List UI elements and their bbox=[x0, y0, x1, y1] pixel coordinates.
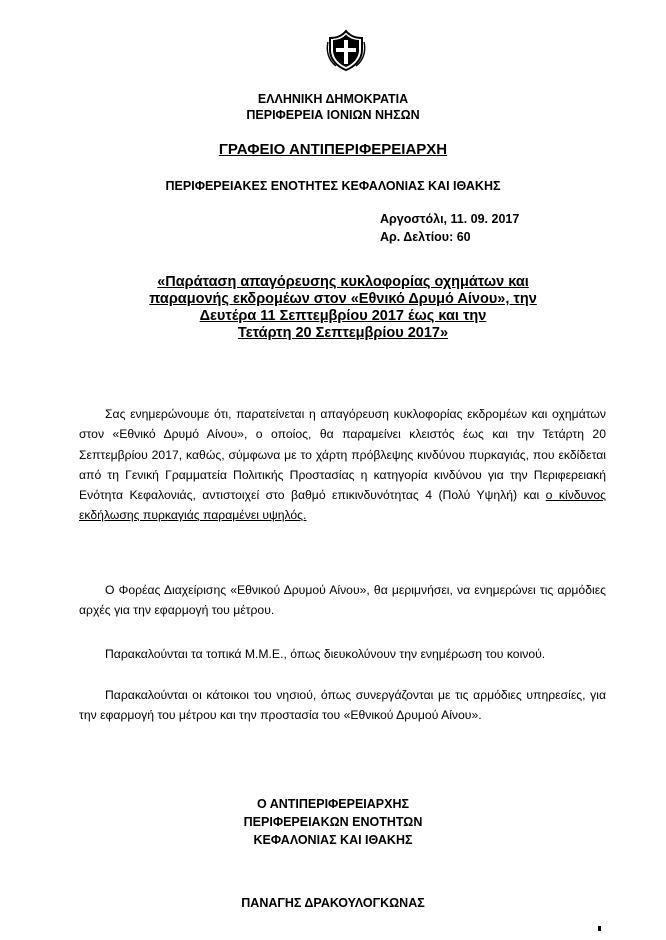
signature-title: Ο ΑΝΤΙΠΕΡΙΦΕΡΕΙΑΡΧΗΣ bbox=[256, 797, 410, 811]
signatory-name: ΠΑΝΑΓΗΣ ΔΡΑΚΟΥΛΟΓΚΩΝΑΣ bbox=[241, 896, 425, 910]
subject-line: «Παράταση απαγόρευσης κυκλοφορίας οχημάτων και bbox=[157, 274, 529, 290]
republic-heading: ΕΛΛΗΝΙΚΗ ΔΗΜΟΚΡΑΤΙΑ bbox=[257, 92, 409, 106]
paragraph-3: Παρακαλούνται τα τοπικά Μ.Μ.Ε., όπως διευκολύνουν την ενημέρωση του κοινού. bbox=[105, 647, 546, 661]
region-heading: ΠΕΡΙΦΕΡΕΙΑ ΙΟΝΙΩΝ ΝΗΣΩΝ bbox=[246, 108, 420, 122]
paragraph-1-text: Σας ενημερώνουμε ότι, παρατείνεται η απαγόρευση κυκλοφορίας εκδρομέων και οχημάτων στον «Εθνικό Δρυμό Αίνου», ο οποίος, θα παραμείνει κλειστός έως και την Τετάρτη 20 Σεπτεμβρίου 2017, καθώς, σύμφωνα με το χάρτη πρόβλεψης κινδύνου πυρκαγιάς, που εκδίδεται από τη Γενική Γραμματεία Πολιτικής Προστασίας η κατηγορία κινδύνου για την Περιφερειακή Ενότητα Κεφαλονιάς, αντιστοιχεί στο βαθμό επικινδυνότητας 4 (Πολύ Υψηλή) και bbox=[79, 407, 606, 503]
bulletin-number: Αρ. Δελτίου: 60 bbox=[380, 230, 471, 244]
subject-line: Τετάρτη 20 Σεπτεμβρίου 2017» bbox=[237, 325, 449, 341]
greek-emblem-icon bbox=[326, 28, 366, 72]
signature-block bbox=[0, 795, 666, 849]
signature-title: ΠΕΡΙΦΕΡΕΙΑΚΩΝ ΕΝΟΤΗΤΩΝ bbox=[243, 815, 423, 829]
page-mark bbox=[598, 926, 601, 931]
subject-line: Δευτέρα 11 Σεπτεμβρίου 2017 έως και την bbox=[199, 308, 487, 324]
paragraph-1 bbox=[79, 404, 606, 526]
date-line: Αργοστόλι, 11. 09. 2017 bbox=[380, 212, 520, 226]
subject-line: παραμονής εκδρομέων στον «Εθνικό Δρυμό Αίνου», την bbox=[149, 291, 537, 307]
regional-units-heading: ΠΕΡΙΦΕΡΕΙΑΚΕΣ ΕΝΟΤΗΤΕΣ ΚΕΦΑΛΟΝΙΑΣ ΚΑΙ ΙΘΑΚΗΣ bbox=[165, 179, 501, 193]
signature-title: ΚΕΦΑΛΟΝΙΑΣ ΚΑΙ ΙΘΑΚΗΣ bbox=[253, 833, 413, 847]
subject-heading bbox=[90, 274, 596, 342]
office-heading: ΓΡΑΦΕΙΟ ΑΝΤΙΠΕΡΙΦΕΡΕΙΑΡΧΗ bbox=[218, 141, 448, 158]
paragraph-2: Ο Φορέας Διαχείρισης «Εθνικού Δρυμού Αίνου», θα μεριμνήσει, να ενημερώνει τις αρμόδιες αρχές για την εφαρμογή του μέτρου. bbox=[79, 583, 606, 618]
paragraph-1-emphasis: ο κίνδυνος εκδήλωσης πυρκαγιάς παραμένει υψηλός. bbox=[79, 488, 606, 523]
paragraph-4: Παρακαλούνται οι κάτοικοι του νησιού, όπως συνεργάζονται με τις αρμόδιες υπηρεσίες, για την εφαρμογή του μέτρου και την προστασία του «Εθνικού Δρυμού Αίνου». bbox=[79, 688, 606, 723]
